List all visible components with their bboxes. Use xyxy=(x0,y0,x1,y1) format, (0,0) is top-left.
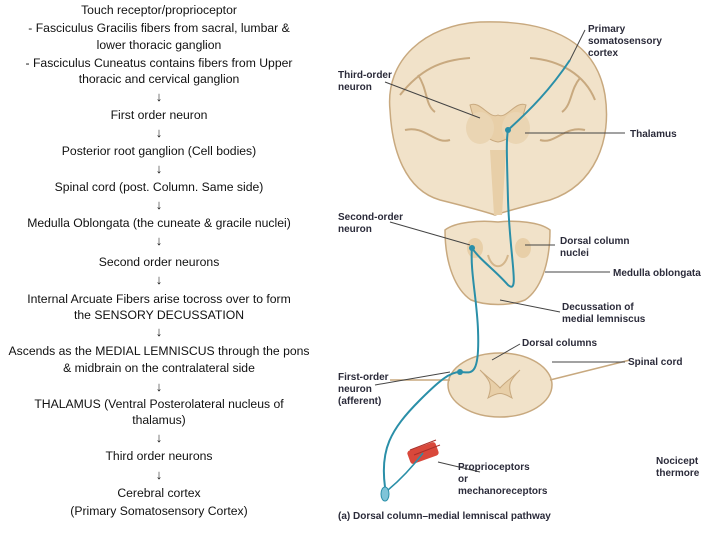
flow-arrow: ↓ xyxy=(155,233,163,248)
flow-line: Ascends as the MEDIAL LEMNISCUS through the pons xyxy=(8,344,310,358)
flow-line: & midbrain on the contralateral side xyxy=(63,361,255,375)
flow-line: Posterior root ganglion (Cell bodies) xyxy=(61,144,257,158)
label-dorsal-columns: Dorsal columns xyxy=(522,338,598,349)
flow-line: - Fasciculus Gracilis fibers from sacral, lumbar & xyxy=(28,21,290,35)
flow-arrow: ↓ xyxy=(155,324,163,339)
label-receptors-2: or xyxy=(458,474,468,485)
label-first-order-2: neuron xyxy=(338,384,372,395)
flow-line: thalamus) xyxy=(132,413,186,427)
flow-line: First order neuron xyxy=(110,108,208,122)
diagram-caption: (a) Dorsal column–medial lemniscal pathway xyxy=(338,511,551,522)
flow-arrow: ↓ xyxy=(155,161,163,176)
label-receptors-1: Proprioceptors xyxy=(458,462,530,473)
brain-section xyxy=(390,22,607,215)
flow-arrow: ↓ xyxy=(155,89,163,104)
label-medulla: Medulla oblongata xyxy=(613,268,701,279)
flow-line: Third order neurons xyxy=(105,449,213,463)
flow-line: Cerebral cortex xyxy=(117,486,201,500)
flow-line: thoracic and cervical ganglion xyxy=(78,72,240,86)
flow-line: (Primary Somatosensory Cortex) xyxy=(70,504,248,518)
label-receptors-3: mechanoreceptors xyxy=(458,486,548,497)
flow-line: Touch receptor/proprioceptor xyxy=(81,3,237,17)
flow-line: - Fasciculus Cuneatus contains fibers from Upper xyxy=(25,56,293,70)
flow-line: Medulla Oblongata (the cuneate & gracile nuclei) xyxy=(27,216,291,230)
label-third-order-1: Third-order xyxy=(338,70,392,81)
label-primary-cortex-3: cortex xyxy=(588,48,619,59)
flow-line: Spinal cord (post. Column. Same side) xyxy=(54,180,264,194)
pathway-diagram xyxy=(330,0,720,540)
label-decussation-2: medial lemniscus xyxy=(562,314,646,325)
flow-arrow: ↓ xyxy=(155,430,163,445)
label-first-order-1: First-order xyxy=(338,372,389,383)
label-decussation-1: Decussation of xyxy=(562,302,634,313)
flow-arrow: ↓ xyxy=(155,379,163,394)
medulla-section xyxy=(445,221,550,304)
flow-arrow: ↓ xyxy=(155,467,163,482)
label-second-order-2: neuron xyxy=(338,224,372,235)
spinal-cord-section xyxy=(390,353,630,417)
label-nocicept-1: Nocicept xyxy=(656,456,699,467)
label-second-order-1: Second-order xyxy=(338,212,404,223)
flow-line: Internal Arcuate Fibers arise tocross over to form xyxy=(27,292,291,306)
label-primary-cortex-1: Primary xyxy=(588,24,626,35)
flow-arrow: ↓ xyxy=(155,197,163,212)
label-first-order-3: (afferent) xyxy=(338,396,382,407)
pathway-flow-text xyxy=(0,0,318,540)
receptor-capsule xyxy=(381,440,440,501)
label-primary-cortex-2: somatosensory xyxy=(588,36,662,47)
label-nocicept-2: thermore xyxy=(656,468,700,479)
label-thalamus: Thalamus xyxy=(630,129,677,140)
flow-line: the SENSORY DECUSSATION xyxy=(74,308,244,322)
label-third-order-2: neuron xyxy=(338,82,372,93)
flow-arrow: ↓ xyxy=(155,125,163,140)
flow-line: THALAMUS (Ventral Posterolateral nucleus of xyxy=(34,397,284,411)
flow-arrow: ↓ xyxy=(155,272,163,287)
label-dorsal-column-nuclei-2: nuclei xyxy=(560,248,589,259)
flow-line: Second order neurons xyxy=(98,255,220,269)
label-spinal-cord: Spinal cord xyxy=(628,357,683,368)
label-dorsal-column-nuclei-1: Dorsal column xyxy=(560,236,630,247)
flow-line: lower thoracic ganglion xyxy=(96,38,222,52)
